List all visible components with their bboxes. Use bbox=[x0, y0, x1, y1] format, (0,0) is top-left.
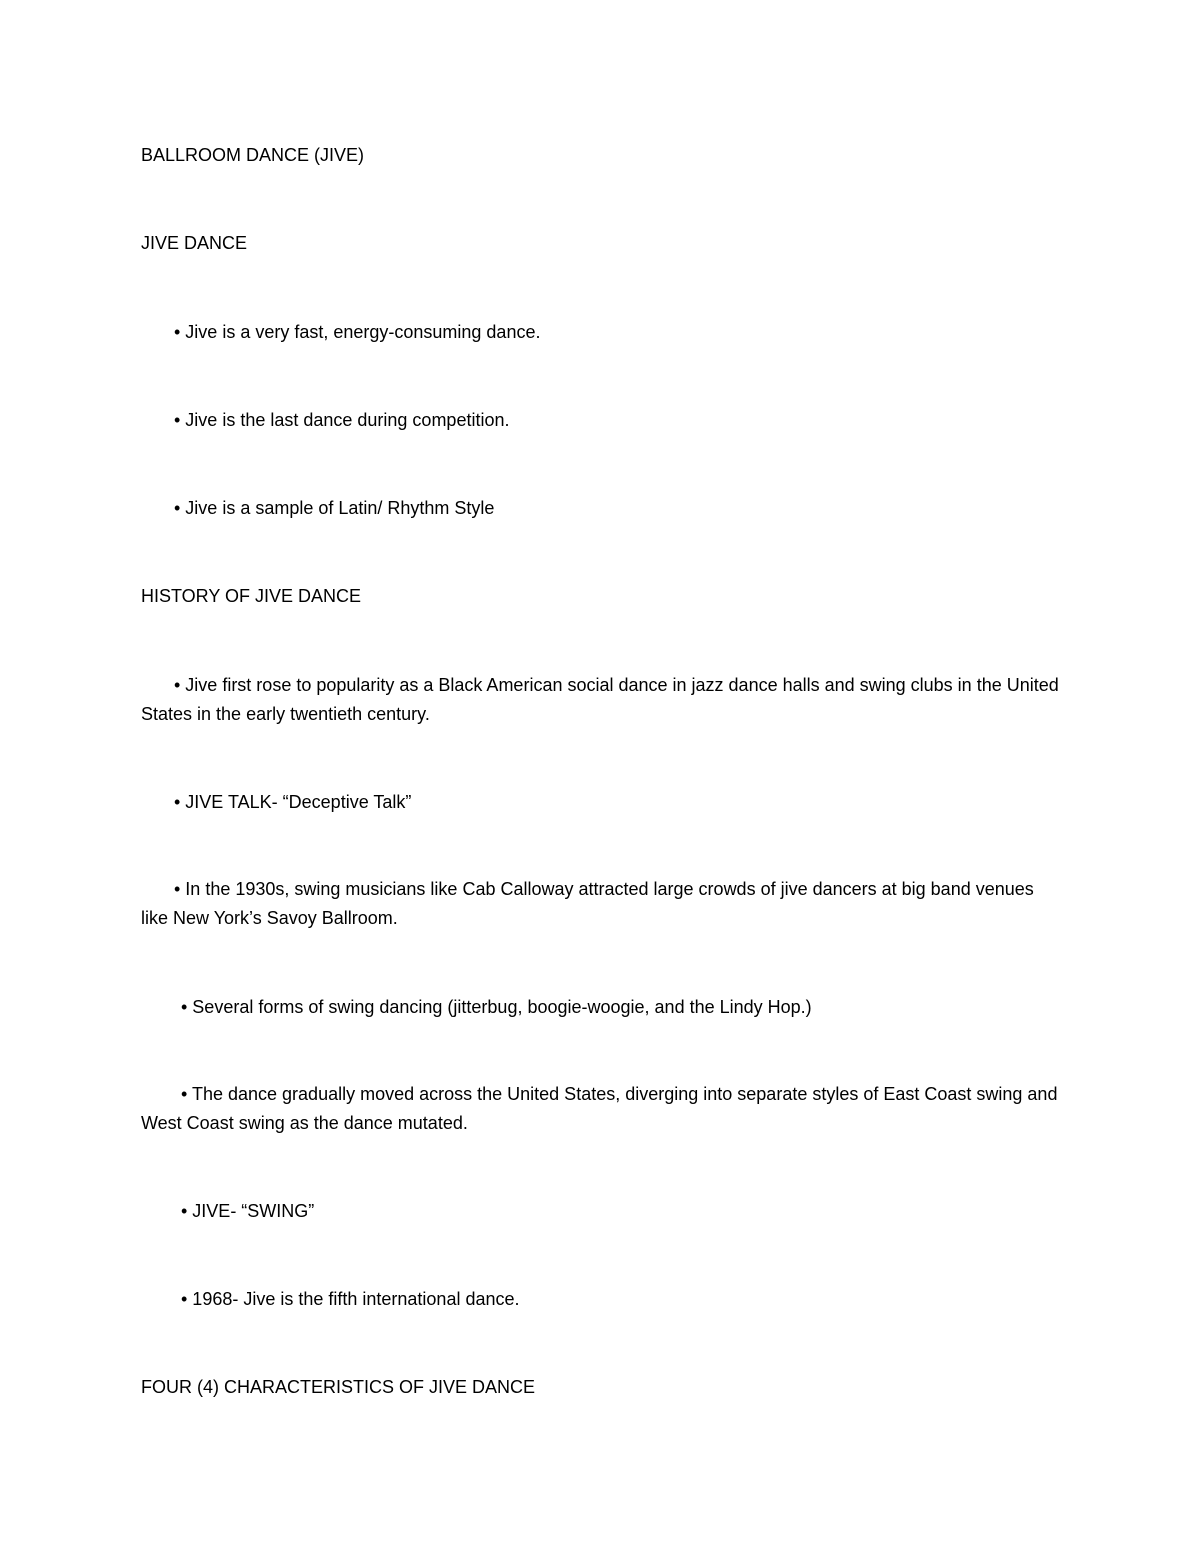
section-heading-jive-dance: JIVE DANCE bbox=[141, 233, 248, 253]
list-item: • JIVE TALK- “Deceptive Talk” bbox=[174, 792, 412, 812]
list-item: • In the 1930s, swing musicians like Cab Calloway attracted large crowds of jive dancers at big band venues like New York’s Savoy Ballroom. bbox=[141, 879, 1034, 928]
section-heading-characteristics: FOUR (4) CHARACTERISTICS OF JIVE DANCE bbox=[141, 1377, 536, 1397]
list-item: • Several forms of swing dancing (jitterbug, boogie-woogie, and the Lindy Hop.) bbox=[181, 997, 812, 1017]
list-item: • Jive first rose to popularity as a Black American social dance in jazz dance halls and swing clubs in the United States in the early twentieth century. bbox=[141, 675, 1059, 724]
list-item: • Jive is a very fast, energy-consuming dance. bbox=[174, 322, 541, 342]
document-title: BALLROOM DANCE (JIVE) bbox=[141, 145, 365, 165]
list-item: • Jive is a sample of Latin/ Rhythm Style bbox=[174, 498, 495, 518]
list-item: • JIVE- “SWING” bbox=[181, 1201, 315, 1221]
list-item: • 1968- Jive is the fifth international dance. bbox=[181, 1289, 520, 1309]
list-item: • The dance gradually moved across the United States, diverging into separate styles of East Coast swing and West Coast swing as the dance mutated. bbox=[141, 1084, 1058, 1133]
list-item: • Jive is the last dance during competition. bbox=[174, 410, 510, 430]
section-heading-history: HISTORY OF JIVE DANCE bbox=[141, 586, 362, 606]
